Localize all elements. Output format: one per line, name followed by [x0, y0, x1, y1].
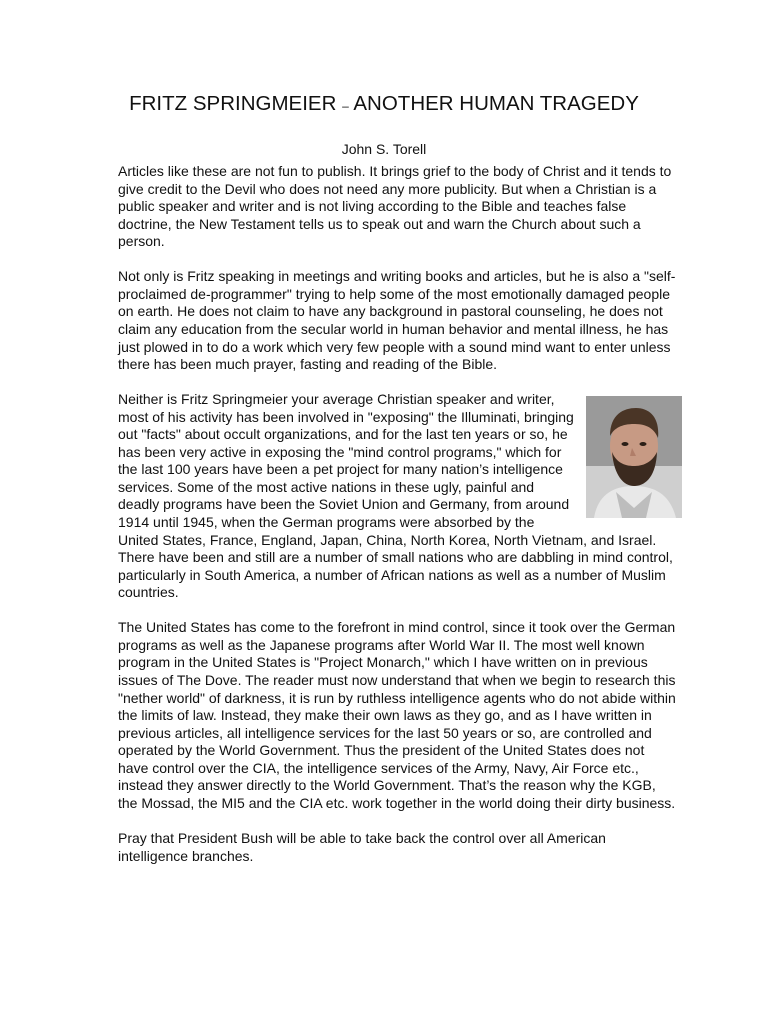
paragraph-2: Not only is Fritz speaking in meetings and writing books and articles, but he is also a "self-proclaimed de-programmer" trying to help some of the most emotionally damaged people on earth. He does not claim to have any background in pastoral counseling, he does not claim any education from the secular world in human behavior and mental illness, he has just plowed in to do a work which very few people with a sound mind want to enter unless there has been much prayer, fasting and reading of the Bible. [118, 268, 676, 373]
paragraph-3: Neither is Fritz Springmeier your average Christian speaker and writer, most of his activity has been involved in "exposing" the Illuminati, bringing out "facts" about occult organizations, and for the last ten years or so, he has been very active in exposing the "mind control programs," which for the last 100 years have been a pet project for many nation’s intelligence services. Some of the most active nations in these ugly, painful and deadly programs have been the Soviet Union and Germany, from around 1914 until 1945, when the German programs were absorbed by the United States, France, England, Japan, China, North Korea, North Vietnam, and Israel. There have been and still are a number of small nations who are dabbling in mind control, particularly in South America, a number of African nations as well as a number of Muslim countries. [118, 391, 673, 601]
document-title [0, 90, 768, 120]
title-main: FRITZ SPRINGMEIER [129, 92, 337, 115]
paragraph-3-block [118, 391, 678, 602]
paragraph-4: The United States has come to the forefront in mind control, since it took over the German programs as well as the Japanese programs after World War II. The most well known program in the United States is "Project Monarch," which I have written on in previous issues of The Dove. The reader must now understand that when we begin to research this "nether world" of darkness, it is run by ruthless intelligence agents who do not abide within the limits of law. Instead, they make their own laws as they go, and as I have written in previous articles, all intelligence services for the last 50 years or so, are controlled and operated by the World Government. Thus the president of the United States does not have control over the CIA, the intelligence services of the Army, Navy, Air Force etc., instead they answer directly to the World Government. That’s the reason why the KGB, the Mossad, the MI5 and the CIA etc. work together in the world doing their dirty business. [118, 619, 676, 811]
portrait-figure [586, 396, 682, 518]
paragraph-1: Articles like these are not fun to publish. It brings grief to the body of Christ and it tends to give credit to the Devil who does not need any more publicity. But when a Christian is a public speaker and writer and is not living according to the Bible and teaches false doctrine, the New Testament tells us to speak out and warn the Church about such a person. [118, 163, 672, 250]
title-rest: ANOTHER HUMAN TRAGEDY [353, 92, 639, 115]
title-dash: – [342, 99, 349, 113]
portrait-photo [586, 396, 682, 518]
paragraph-5: Pray that President Bush will be able to take back the control over all American intelligence branches. [118, 829, 606, 864]
article-body [118, 163, 678, 883]
author-byline: John S. Torell [341, 141, 427, 157]
